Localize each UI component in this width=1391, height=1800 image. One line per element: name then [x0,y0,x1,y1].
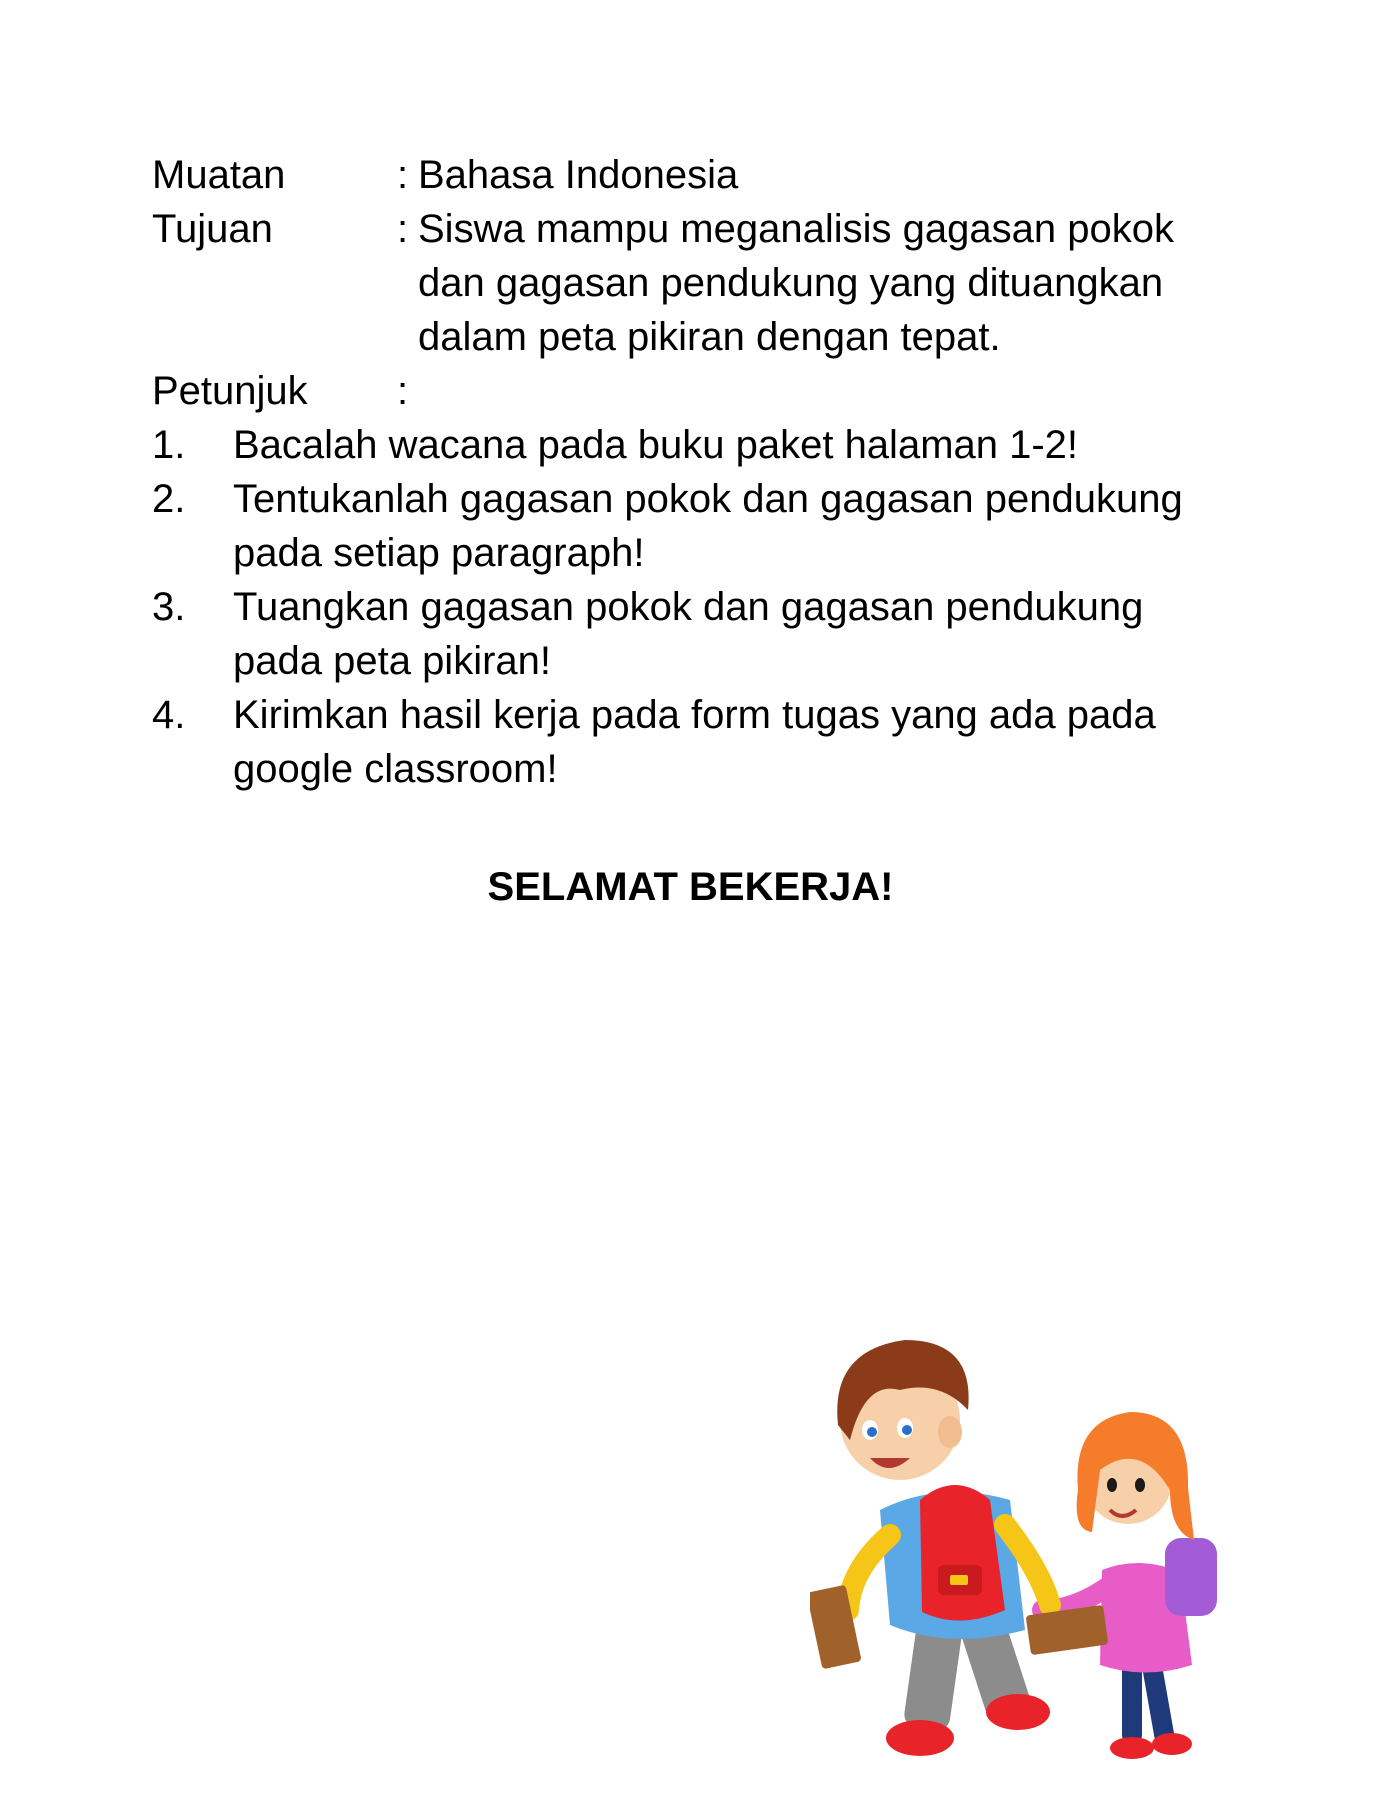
instruction-4-line-1: Kirimkan hasil kerja pada form tugas yang ada pada [233,693,1156,737]
instruction-2-line-2: pada setiap paragraph! [233,531,645,575]
petunjuk-colon: : [397,369,409,413]
instruction-3-line-2: pada peta pikiran! [233,639,552,683]
instruction-4-line-2: google classroom! [233,747,558,791]
tujuan-line-2: dan gagasan pendukung yang dituangkan [418,261,1164,305]
instruction-number-2: 2. [152,477,186,521]
boy-figure [810,1340,1108,1756]
instruction-number-1: 1. [152,423,186,467]
instruction-1-line-1: Bacalah wacana pada buku paket halaman 1-2! [233,423,1079,467]
closing-heading [0,860,1391,914]
children-walking-to-school-illustration [810,1320,1240,1780]
girl-figure [1042,1412,1217,1759]
tujuan-colon: : [397,207,409,251]
instruction-3-line-1: Tuangkan gagasan pokok dan gagasan pendukung [233,585,1144,629]
instruction-number-3: 3. [152,585,186,629]
closing-text: SELAMAT BEKERJA! [487,865,894,909]
tujuan-line-3: dalam peta pikiran dengan tepat. [418,315,1001,359]
tujuan-line-1: Siswa mampu meganalisis gagasan pokok [418,207,1174,251]
muatan-label: Muatan [152,153,286,197]
instruction-number-4: 4. [152,693,186,737]
instruction-2-line-1: Tentukanlah gagasan pokok dan gagasan pendukung [233,477,1183,521]
tujuan-label: Tujuan [152,207,273,251]
muatan-colon: : [397,153,409,197]
petunjuk-label: Petunjuk [152,369,308,413]
muatan-value: Bahasa Indonesia [418,153,739,197]
